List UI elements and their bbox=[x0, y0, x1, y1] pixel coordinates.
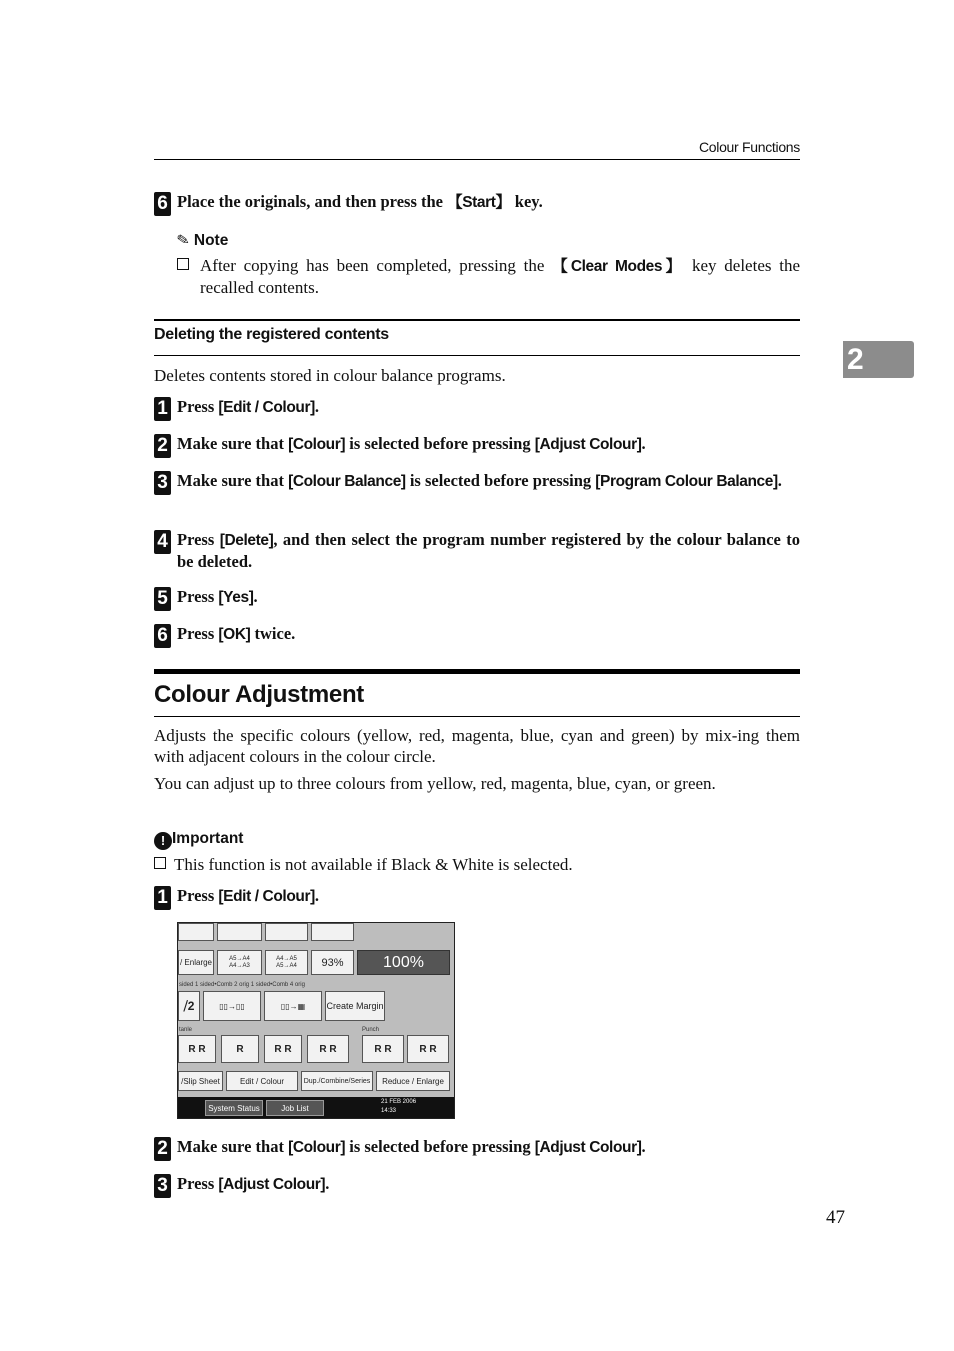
section-rule-top bbox=[154, 669, 800, 674]
step-text: Press [Edit / Colour]. bbox=[177, 886, 319, 905]
screen-punch-option[interactable] bbox=[362, 1035, 404, 1063]
step-number: 4 bbox=[154, 530, 171, 554]
section-title: Colour Adjustment bbox=[154, 681, 364, 708]
screen-tab-blank[interactable] bbox=[217, 923, 262, 941]
screen-ratio-a4a5-button[interactable]: A4→A5 A5→A4 bbox=[265, 950, 308, 975]
screen-staple-label: tanle bbox=[179, 1027, 193, 1033]
screen-slip-sheet-tab[interactable]: /Slip Sheet bbox=[178, 1071, 223, 1091]
section-rule-bottom bbox=[154, 716, 800, 717]
staple-icon: R R bbox=[188, 1043, 206, 1055]
note-heading: ✎ Note bbox=[175, 231, 229, 250]
screen-dup-combine-series-tab[interactable]: Dup./Combine/Series bbox=[301, 1071, 373, 1091]
screen-punch-option[interactable] bbox=[407, 1035, 449, 1063]
step-text: Make sure that [Colour] is selected before pressing [Adjust Colour]. bbox=[177, 1137, 646, 1156]
screen-tab-blank[interactable] bbox=[311, 923, 354, 941]
header-rule bbox=[154, 159, 800, 160]
step-number: 6 bbox=[154, 192, 171, 216]
step-number: 2 bbox=[154, 434, 171, 458]
pencil-icon: ✎ bbox=[175, 231, 191, 250]
chapter-tab-number: 2 bbox=[847, 343, 864, 376]
delete-step bbox=[154, 586, 800, 608]
step-number: 5 bbox=[154, 587, 171, 611]
delete-step bbox=[154, 529, 800, 572]
staple-icon: R R bbox=[274, 1043, 292, 1055]
step-number: 6 bbox=[154, 624, 171, 648]
screen-date: 21 FEB 2006 bbox=[381, 1099, 417, 1105]
screen-time: 14:33 bbox=[381, 1108, 397, 1114]
screen-job-list-button[interactable]: Job List bbox=[266, 1100, 324, 1116]
screen-staple-option[interactable] bbox=[221, 1035, 259, 1063]
section-para-2: You can adjust up to three colours from yellow, red, magenta, blue, cyan, or green. bbox=[154, 774, 716, 793]
duplex-icon: ⧸2 bbox=[183, 998, 195, 1013]
combine-4-icon: ▯▯→▦ bbox=[280, 1001, 306, 1011]
step-text: Press [Delete], and then select the program number registered by the colour balance to be deleted. bbox=[177, 530, 800, 571]
punch-icon: R R bbox=[374, 1043, 392, 1055]
subsection-rule-top bbox=[154, 319, 800, 321]
screen-comb2-button[interactable] bbox=[203, 991, 261, 1021]
screen-enlarge-button[interactable]: / Enlarge bbox=[178, 950, 214, 975]
copier-screen bbox=[177, 922, 455, 1119]
screen-ratio-a5a4-button[interactable]: A5→A4 A4→A3 bbox=[217, 950, 262, 975]
step-number: 3 bbox=[154, 471, 171, 495]
screen-ratio-93-button[interactable]: 93% bbox=[311, 950, 354, 975]
step-text: Press [Adjust Colour]. bbox=[177, 1174, 330, 1193]
step-text: Press [OK] twice. bbox=[177, 624, 296, 643]
delete-step bbox=[154, 433, 800, 455]
subsection-rule-bottom bbox=[154, 355, 800, 356]
screen-system-status-button[interactable]: System Status bbox=[205, 1100, 263, 1116]
screen-staple-option[interactable] bbox=[307, 1035, 349, 1063]
step-text: Press [Yes]. bbox=[177, 587, 258, 606]
running-header: Colour Functions bbox=[698, 139, 800, 155]
combine-2-icon: ▯▯→▯▯ bbox=[219, 1001, 245, 1011]
screen-edit-colour-tab[interactable]: Edit / Colour bbox=[226, 1071, 298, 1091]
punch-icon: R R bbox=[419, 1043, 437, 1055]
note-item: After copying has been completed, pressing the 【Clear Modes】 key deletes the recalled contents. bbox=[177, 255, 800, 298]
step-start bbox=[154, 191, 800, 213]
subsection-intro: Deletes contents stored in colour balance programs. bbox=[154, 366, 506, 385]
step-number: 1 bbox=[154, 886, 171, 910]
important-icon: ! bbox=[154, 832, 172, 850]
screen-ratio-100-display[interactable]: 100% bbox=[357, 950, 450, 975]
checkbox-bullet-icon bbox=[177, 258, 189, 270]
screen-tab-blank[interactable] bbox=[265, 923, 308, 941]
screen-reduce-enlarge-tab[interactable]: Reduce / Enlarge bbox=[376, 1071, 450, 1091]
chapter-tab bbox=[843, 341, 914, 378]
important-item: This function is not available if Black & White is selected. bbox=[154, 854, 800, 875]
step-number: 2 bbox=[154, 1137, 171, 1161]
page-number: 47 bbox=[826, 1207, 845, 1228]
screen-row2-label: sided 1 sided•Comb 2 orig 1 sided•Comb 4 orig bbox=[179, 982, 305, 988]
screen-duplex-button[interactable] bbox=[178, 991, 200, 1021]
step-text: Place the originals, and then press the 【Start】 key. bbox=[177, 192, 543, 211]
adjust-step bbox=[154, 1173, 800, 1195]
step-number: 3 bbox=[154, 1174, 171, 1198]
step-text: Make sure that [Colour Balance] is selected before pressing [Program Colour Balance]. bbox=[177, 471, 782, 490]
adjust-step bbox=[154, 1136, 800, 1158]
step-text: Make sure that [Colour] is selected before pressing [Adjust Colour]. bbox=[177, 434, 646, 453]
screen-punch-label: Punch bbox=[362, 1027, 380, 1033]
delete-step bbox=[154, 623, 800, 645]
staple-icon: R R bbox=[319, 1043, 337, 1055]
staple-icon: R bbox=[236, 1043, 244, 1055]
screen-tab-blank[interactable] bbox=[178, 923, 214, 941]
screen-staple-option[interactable] bbox=[178, 1035, 216, 1063]
step-text: Press [Edit / Colour]. bbox=[177, 397, 319, 416]
step-number: 1 bbox=[154, 397, 171, 421]
checkbox-bullet-icon bbox=[154, 857, 166, 869]
screen-create-margin-button[interactable]: Create Margin bbox=[325, 991, 385, 1021]
screen-staple-option[interactable] bbox=[264, 1035, 302, 1063]
subsection-title: Deleting the registered contents bbox=[154, 326, 389, 343]
adjust-step bbox=[154, 885, 800, 907]
important-heading: ! Important bbox=[154, 829, 243, 850]
section-para-1: Adjusts the specific colours (yellow, red, magenta, blue, cyan and green) by mix-ing them with adjacent colours in the colour circle. bbox=[154, 726, 800, 766]
delete-step bbox=[154, 396, 800, 418]
screen-comb4-button[interactable] bbox=[264, 991, 322, 1021]
delete-step bbox=[154, 470, 800, 492]
